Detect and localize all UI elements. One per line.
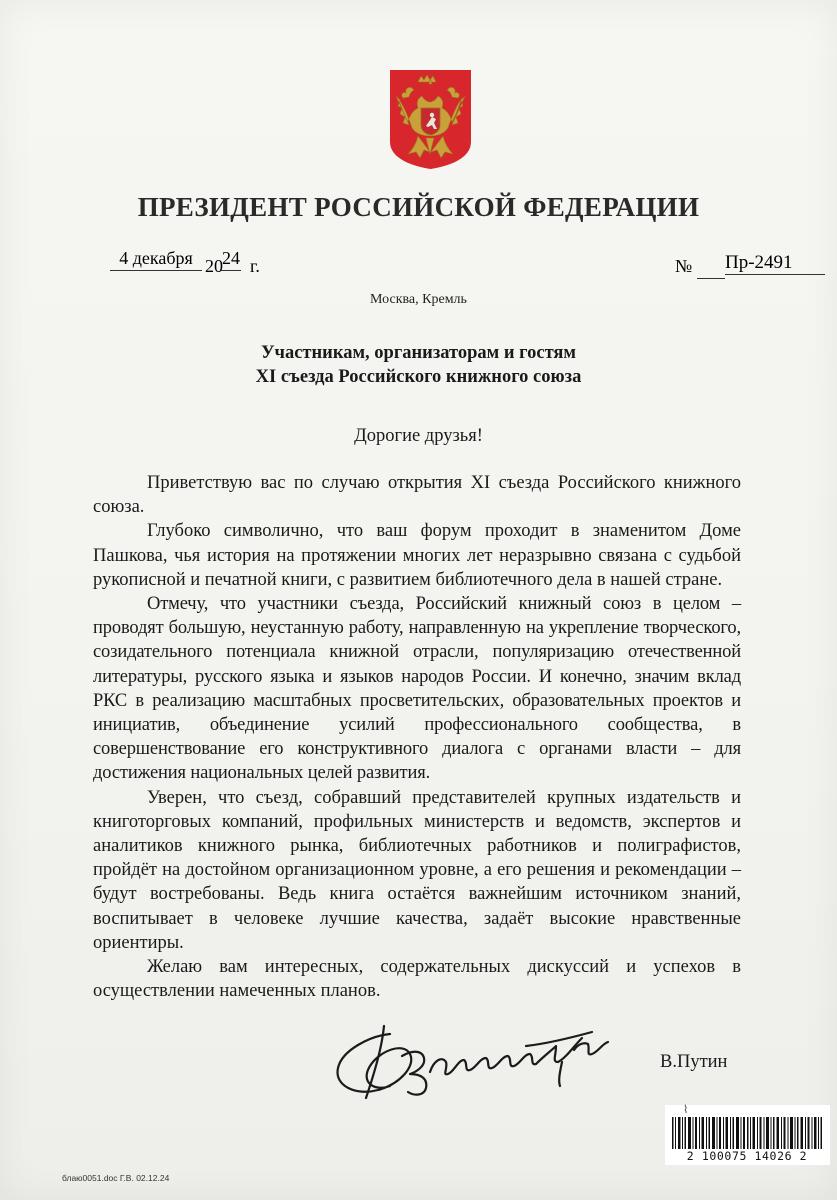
addressee-block (0, 341, 837, 389)
body-paragraph: Желаю вам интересных, содержательных дискуссий и успехов в осуществлении намеченных планов. (93, 957, 741, 1002)
date-year-prefix: 20 (205, 256, 223, 276)
addressee-line-2: XI съезда Российского книжного союза (255, 367, 582, 387)
issuer-title: ПРЕЗИДЕНТ РОССИЙСКОЙ ФЕДЕРАЦИИ (137, 192, 700, 222)
date-day-month: 4 декабря (110, 248, 202, 271)
number-underline (697, 278, 725, 279)
body-paragraph: Приветствую вас по случаю открытия XI съезда Российского книжного союза. (93, 473, 741, 518)
number-label: № (675, 256, 693, 276)
file-reference: блаю0051.doc Г.В. 02.12.24 (62, 1173, 170, 1183)
body-paragraph: Уверен, что съезд, собравший представителей крупных издательств и книготорговых компаний, профильных министерств и ведомств, экспертов и аналитиков книжного рынка, библиотечных работников и полиграфистов, пройдёт на достойном организационном уровне, а его решения и рекомендации – будут востребованы. Ведь книга остаётся важнейшим источником знаний, воспитывает в человеке лучшие качества, задаёт высокие нравственные ориентиры. (93, 787, 741, 953)
addressee-line-1: Участникам, организаторам и гостям (260, 343, 577, 363)
handwritten-signature-icon (330, 1016, 620, 1106)
date-year-suffix: 24 (221, 248, 241, 271)
body-paragraph: Отмечу, что участники съезда, Российский книжный союз в целом – проводят большую, неустанную работу, направленную на укрепление творческого, созидательного потенциала книжной отрасли, популяризацию отечественной литературы, русского языка и языков народов России. И конечно, значим вклад РКС в реализацию масштабных просветительских, образовательных проектов и инициатив, объединение усилий профессионального сообщества, в совершенствование его конструктивного диалога с органами власти – для достижения национальных целей развития. (93, 594, 741, 784)
barcode-icon (672, 1117, 822, 1149)
date-year-unit: г. (250, 256, 260, 276)
barcode-mark-icon: ⌇ (683, 1104, 689, 1116)
place-of-issue: Москва, Кремль (370, 292, 467, 307)
barcode-number: 2 100075 14026 2 (686, 1149, 808, 1163)
body-paragraph: Глубоко символично, что ваш форум проходит в знаменитом Доме Пашкова, чья история на протяжении многих лет неразрывно связана с судьбой рукописной и печатной книги, с развитием библиотечного дела в нашей стране. (93, 521, 741, 590)
signer-name: В.Путин (660, 1052, 728, 1072)
document-number: Пр-2491 (725, 252, 825, 275)
greeting: Дорогие друзья! (354, 426, 483, 446)
coat-of-arms-icon (388, 68, 473, 170)
letter-body (93, 471, 741, 1003)
